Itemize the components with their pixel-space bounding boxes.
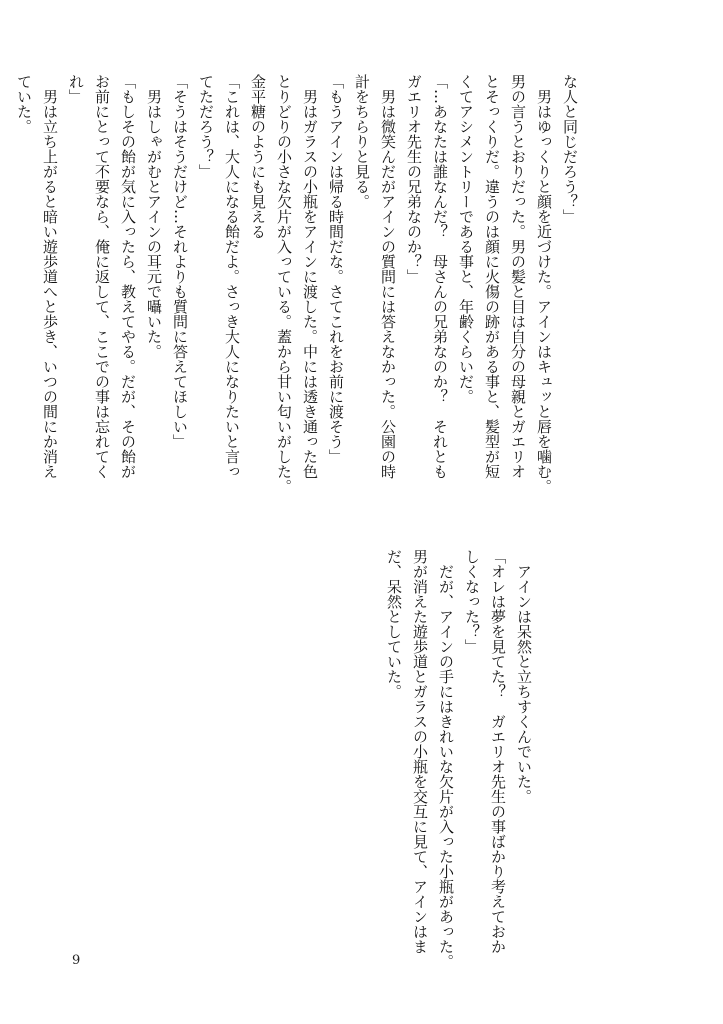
text-line: 男の言うとおりだった。男の髪と目は自分の母親とガエリオ xyxy=(509,74,527,479)
lower-text-block xyxy=(381,549,537,969)
text-line: ていた。 xyxy=(15,74,33,134)
text-line: 「そうはそうだけど…それよりも質問に答えてほしい」 xyxy=(171,74,189,449)
text-line: てただろう？」 xyxy=(197,74,215,179)
text-line: れ」 xyxy=(67,74,85,104)
text-line: 男が消えた遊歩道とガラスの小瓶を交互に見て、アインはま xyxy=(411,549,429,954)
text-line: だが、アインの手にはきれいな欠片が入った小瓶があった。 xyxy=(437,549,455,969)
text-line: 金平糖のようにも見える xyxy=(249,74,267,239)
text-line: とりどりの小さな欠片が入っている。蓋から甘い匂いがした。 xyxy=(275,74,293,494)
text-line: な人と同じだろう？」 xyxy=(561,74,579,224)
text-line: とそっくりだ。違うのは顔に火傷の跡がある事と、髪型が短 xyxy=(483,74,501,479)
text-line: くてアシメントリーである事と、年齢くらいだ。 xyxy=(457,74,475,404)
text-line: 「オレは夢を見てた？ ガエリオ先生の事ばかり考えておか xyxy=(489,549,507,954)
text-line: ガエリオ先生の兄弟なのか？」 xyxy=(405,74,423,284)
text-line: 男はガラスの小瓶をアインに渡した。中には透き通った色 xyxy=(301,74,319,479)
text-line: しくなった？」 xyxy=(463,549,481,654)
text-line: 男はしゃがむとアインの耳元で囁いた。 xyxy=(145,74,163,359)
text-line: だ、呆然としていた。 xyxy=(385,549,403,699)
text-line: 「…あなたは誰なんだ？ 母さんの兄弟なのか？ それとも xyxy=(431,74,449,479)
text-line: アインは呆然と立ちすくんでいた。 xyxy=(515,549,533,804)
text-line: 男は微笑んだがアインの質問には答えなかった。公園の時 xyxy=(379,74,397,479)
upper-text-block xyxy=(11,74,583,494)
text-line: 男はゆっくりと顔を近づけた。アインはキュッと唇を噛む。 xyxy=(535,74,553,494)
text-line: 計をちらりと見る。 xyxy=(353,74,371,209)
text-line: お前にとって不要なら、俺に返して、ここでの事は忘れてく xyxy=(93,74,111,479)
text-line: 「もうアインは帰る時間だな。さてこれをお前に渡そう」 xyxy=(327,74,345,464)
text-line: 「これは、大人になる飴だよ。さっき大人になりたいと言っ xyxy=(223,74,241,479)
page-number: 9 xyxy=(72,953,81,968)
text-line: 男は立ち上がると暗い遊歩道へと歩き、いつの間にか消え xyxy=(41,74,59,479)
text-line: 「もしその飴が気に入ったら、教えてやる。だが、その飴が xyxy=(119,74,137,479)
